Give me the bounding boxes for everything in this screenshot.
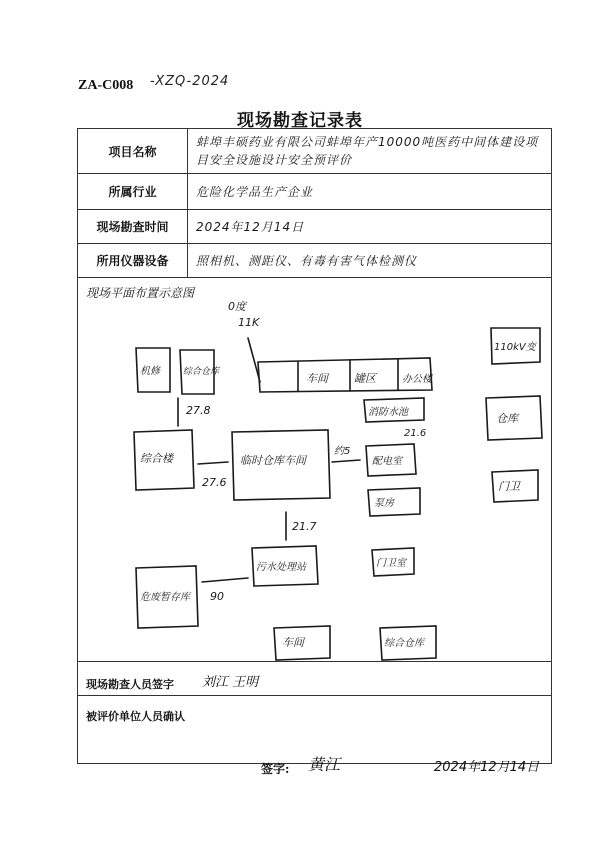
row-industry bbox=[78, 174, 551, 210]
form-code: ZA-C008 bbox=[78, 78, 134, 93]
right-b-label: 配电室 bbox=[372, 456, 402, 467]
sketch-note: 现场平面布置示意图 bbox=[86, 286, 195, 300]
top-bar-c: 办公楼 bbox=[402, 374, 432, 385]
survey-time-value: 2024年12月14日 bbox=[196, 219, 305, 234]
row-survey-time bbox=[78, 210, 551, 244]
left-mid-label: 综合楼 bbox=[140, 452, 173, 465]
dim-90: 90 bbox=[210, 590, 224, 603]
bottom-left-label: 危废暂存库 bbox=[140, 592, 190, 603]
dim-27-6: 27.6 bbox=[202, 476, 227, 489]
site-sketch bbox=[78, 278, 548, 662]
left-a-label: 机修 bbox=[140, 366, 160, 377]
dim-5: 约5 bbox=[334, 446, 351, 457]
top-right-label: 110kV变 bbox=[494, 342, 536, 353]
north-label: 0度 bbox=[228, 300, 246, 313]
bottom-a-label: 车间 bbox=[282, 636, 304, 649]
bottom-right-label: 门卫室 bbox=[376, 558, 406, 569]
project-name-value: 蚌埠丰硕药业有限公司蚌埠年产10000吨医药中间体建设项目安全设施设计安全预评价 bbox=[196, 135, 539, 167]
dim-27-8: 27.8 bbox=[186, 404, 211, 417]
record-table bbox=[77, 128, 552, 776]
far-right-b-label: 门卫 bbox=[498, 480, 520, 493]
confirmation-date: 2024年12月14日 bbox=[434, 760, 540, 775]
top-bar-b: 罐区 bbox=[354, 372, 376, 385]
row-project-name bbox=[78, 129, 551, 174]
bottom-center-label: 污水处理站 bbox=[256, 562, 306, 573]
left-b-label: 综合仓库 bbox=[183, 367, 220, 377]
instruments-value: 照相机、测距仪、有毒有害气体检测仪 bbox=[196, 253, 418, 268]
dim-21-6: 21.6 bbox=[404, 428, 427, 439]
industry-label: 所属行业 bbox=[78, 174, 188, 209]
right-c-label: 泵房 bbox=[374, 498, 394, 509]
bottom-b-label: 综合仓库 bbox=[384, 638, 424, 649]
far-right-a-label: 仓库 bbox=[496, 412, 518, 425]
top-bar-a: 车间 bbox=[306, 372, 328, 385]
surveyor-signature-value: 刘江 王明 bbox=[202, 675, 259, 690]
north-distance: 11K bbox=[238, 316, 260, 329]
form-code-handwritten: -XZQ-2024 bbox=[150, 74, 230, 89]
row-confirmation bbox=[78, 696, 551, 776]
surveyor-signature-label: 现场勘查人员签字 bbox=[86, 678, 174, 691]
right-a-label: 消防水池 bbox=[368, 407, 408, 418]
confirmation-sign-value: 黄江 bbox=[308, 755, 341, 774]
dim-21-7: 21.7 bbox=[292, 520, 317, 533]
row-instruments bbox=[78, 244, 551, 278]
confirmation-label: 被评价单位人员确认 bbox=[86, 710, 185, 723]
sketch-area bbox=[78, 278, 551, 662]
industry-value: 危险化学品生产企业 bbox=[196, 184, 314, 199]
survey-time-label: 现场勘查时间 bbox=[78, 210, 188, 243]
confirmation-sign-label: 签字: bbox=[261, 762, 290, 776]
center-label: 临时仓库车间 bbox=[240, 454, 306, 467]
project-name-label: 项目名称 bbox=[78, 129, 188, 173]
page-title: 现场勘查记录表 bbox=[237, 111, 363, 131]
instruments-label: 所用仪器设备 bbox=[78, 244, 188, 277]
row-surveyor-signature bbox=[78, 662, 551, 696]
